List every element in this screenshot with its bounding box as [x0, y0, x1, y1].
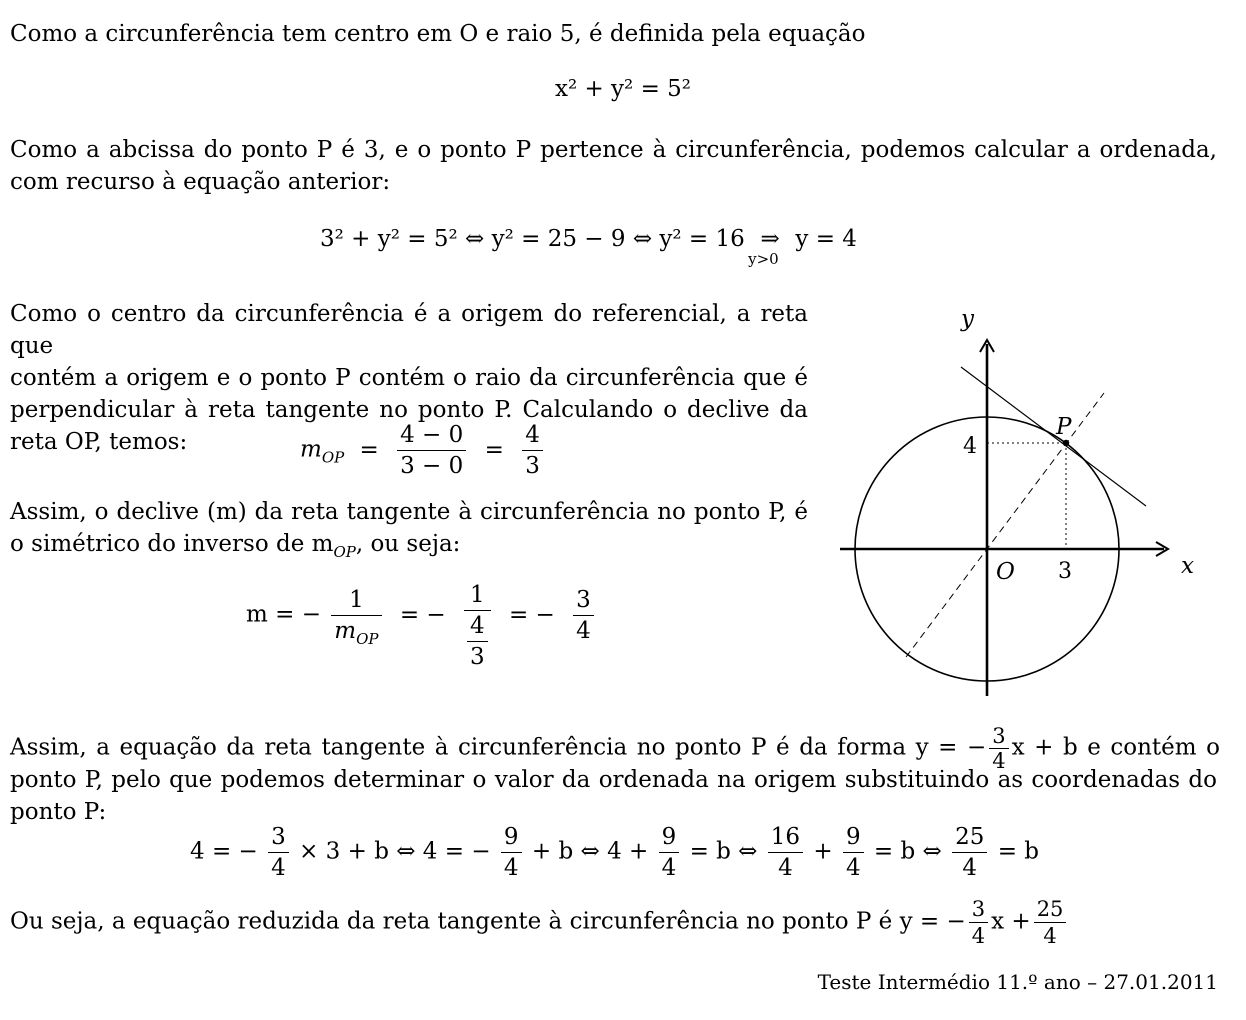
fraction-mop-result-denominator: 3: [525, 453, 540, 479]
footer-source: [818, 970, 1218, 994]
paragraph-3-line-3: perpendicular à reta tangente no ponto P. Calculando o declive da: [10, 397, 808, 423]
b-eq-1-post: + b ⇔ 4 +: [531, 838, 649, 865]
label-origin: O: [996, 559, 1015, 585]
paragraph-1-text: Como a circunferência tem centro em O e raio 5, é definida pela equação: [10, 21, 866, 47]
b-eq-fraction-0-den: 4: [271, 855, 286, 881]
paragraph-3-line-1: Como o centro da circunferência é a origem do referencial, a reta que: [10, 301, 808, 359]
paragraph-5-line-1-start: Assim, a equação da reta tangente à circunferência no ponto P é da forma y = −: [10, 734, 987, 761]
paragraph-4-subscript: OP: [333, 543, 356, 561]
paragraph-2-line-1-text: Como a abcissa do ponto P é 3, e o ponto P pertence à circunferência, podemos calcular a ordenada,: [10, 137, 1217, 163]
paragraph-5-line-3-text: ponto P:: [10, 799, 107, 825]
footer-text: Teste Intermédio 11.º ano – 27.01.2011: [817, 970, 1218, 994]
fraction-m-2-inner-numerator: 4: [467, 611, 488, 642]
b-eq-fraction-3-den: 4: [778, 855, 793, 881]
final-fraction-1-den: 4: [971, 924, 986, 948]
paragraph-4-line-1: Assim, o declive (m) da reta tangente à circunferência no ponto P, é: [10, 499, 808, 525]
paragraph-5-line-2-text: ponto P, pelo que podemos determinar o valor da ordenada na origem substituindo as coordenadas do: [10, 767, 1217, 793]
final-mid: x +: [991, 908, 1031, 935]
final-fraction-1-num: 3: [969, 896, 988, 923]
radius-line-op: [906, 393, 1104, 657]
fraction-slope-inline-numerator: 3: [989, 724, 1008, 749]
b-eq-fraction-5: [952, 822, 987, 883]
equation-intercept: [190, 822, 1039, 883]
b-eq-fraction-4-den: 4: [845, 855, 861, 881]
paragraph-1: [10, 18, 1220, 50]
fraction-mop-result: [522, 420, 543, 481]
paragraph-2-line-2-text: com recurso à equação anterior:: [10, 169, 391, 195]
fraction-m-1-numerator: 1: [331, 585, 381, 616]
b-eq-fraction-5-num: 25: [952, 822, 987, 853]
paragraph-4: [10, 496, 808, 560]
b-eq-0-pre: 4 = −: [190, 838, 258, 865]
paragraph-5-line-2: [10, 764, 1217, 796]
fraction-mop-numerator: 4 − 0: [397, 420, 466, 451]
fraction-m-result-numerator: 3: [573, 585, 594, 616]
tick-label-4: 4: [963, 434, 977, 459]
label-p: P: [1056, 414, 1072, 440]
paragraph-6: [10, 896, 1220, 949]
fraction-m-1-den-symbol: m: [334, 618, 357, 644]
fraction-mop: [397, 420, 466, 481]
equation-ordinate-part2: y = 4: [795, 226, 857, 252]
fraction-m-2: [464, 580, 491, 672]
fraction-m-2-denominator: [464, 611, 491, 672]
b-eq-fraction-4-num: 9: [843, 822, 864, 853]
paragraph-3-line-2: contém a origem e o ponto P contém o raio da circunferência que é: [10, 365, 808, 391]
paragraph-5-line-1-end: x + b e contém o: [1011, 734, 1220, 761]
b-eq-fraction-2-num: 9: [659, 822, 680, 853]
b-eq-fraction-2-den: 4: [661, 855, 677, 881]
label-x: x: [1181, 553, 1194, 579]
fraction-mop-result-numerator: 4: [522, 420, 543, 451]
final-fraction-2-den: 4: [1043, 924, 1057, 948]
paragraph-6-start: Ou seja, a equação reduzida da reta tangente à circunferência no ponto P é y = −: [10, 908, 966, 935]
circle-figure: [830, 300, 1200, 705]
fraction-m-result: [573, 585, 594, 646]
b-eq-fraction-1-den: 4: [503, 855, 519, 881]
mop-subscript: OP: [321, 448, 345, 467]
implies-symbol: [748, 226, 788, 268]
final-fraction-2: [1034, 896, 1067, 949]
fraction-m-1-denominator: [331, 616, 381, 646]
m-lhs: m = −: [246, 601, 321, 628]
tick-label-3: 3: [1058, 559, 1072, 584]
label-y: y: [961, 306, 974, 332]
final-fraction-1: [969, 896, 988, 949]
point-p: [1063, 440, 1069, 446]
equation-ordinate: [320, 226, 940, 268]
b-eq-4-post: = b ⇔: [873, 838, 942, 865]
fraction-m-1-den-subscript: OP: [356, 630, 379, 648]
equation-circle: [0, 76, 1246, 102]
paragraph-2-line-2: [10, 166, 1217, 198]
b-eq-fraction-0-num: 3: [268, 822, 289, 853]
b-eq-fraction-3: [768, 822, 803, 883]
mop-symbol: m: [300, 436, 322, 463]
b-eq-fraction-1-num: 9: [501, 822, 522, 853]
b-eq-fraction-0: [268, 822, 289, 883]
paragraph-3-line-4: reta OP, temos:: [10, 429, 188, 455]
b-eq-fraction-1: [501, 822, 522, 883]
paragraph-2-line-1: [10, 134, 1217, 166]
fraction-mop-denominator: 3 − 0: [400, 453, 464, 479]
paragraph-4-line-2: [10, 528, 808, 560]
fraction-m-2-inner: [467, 611, 488, 672]
paragraph-4-line-2-end: , ou seja:: [355, 531, 461, 557]
implies-condition: y>0: [748, 250, 779, 268]
b-eq-fraction-3-num: 16: [768, 822, 803, 853]
fraction-slope-inline-denominator: 4: [992, 749, 1006, 773]
final-fraction-2-num: 25: [1034, 896, 1067, 923]
equation-slope-op: $m_{OP}$ = $\frac{4 - 0}{3 - 0}$ = $\frac{4}{3}$: [300, 420, 546, 481]
b-eq-fraction-2: [659, 822, 680, 883]
b-eq-fraction-4: [843, 822, 864, 883]
fraction-m-2-numerator: 1: [464, 580, 491, 611]
equation-circle-text: x² + y² = 5²: [554, 76, 692, 102]
fraction-m-1: [331, 585, 381, 646]
equation-tangent-slope: m = − $\frac{1}{m_{OP}}$ = − $\frac{1}{\frac{4}{3}}$ = − $\frac{3}{4}$: [246, 580, 597, 672]
fraction-m-result-denominator: 4: [576, 618, 591, 644]
b-eq-5-post: = b: [997, 838, 1040, 865]
tangent-line: [961, 367, 1146, 506]
b-eq-fraction-5-den: 4: [962, 855, 978, 881]
b-eq-2-post: = b ⇔: [689, 838, 758, 865]
equation-ordinate-part1: 3² + y² = 5² ⇔ y² = 25 − 9 ⇔ y² = 16: [320, 226, 745, 252]
paragraph-4-line-2-text: o simétrico do inverso de m: [10, 531, 334, 557]
implies-arrow: ⇒: [760, 226, 780, 252]
b-eq-3-post: +: [813, 838, 833, 865]
fraction-m-2-inner-denominator: 3: [469, 644, 485, 670]
b-eq-0-post: × 3 + b ⇔ 4 = −: [299, 838, 491, 865]
